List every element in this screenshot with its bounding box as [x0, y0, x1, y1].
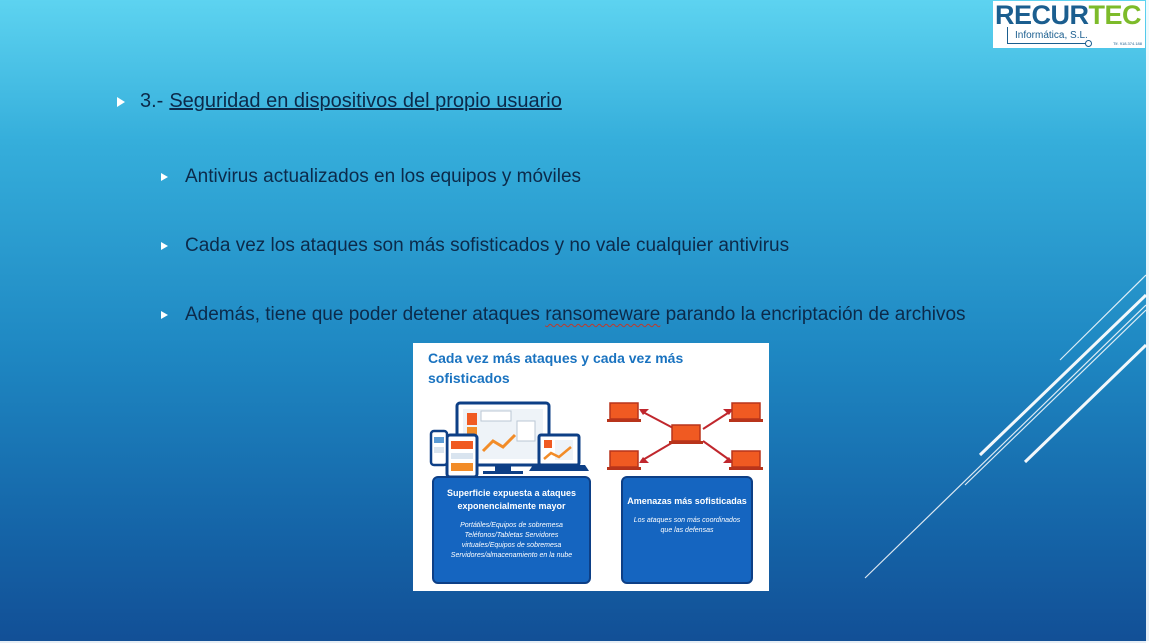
threat-network-icon: [607, 403, 763, 470]
bullet-arrow-icon: [161, 311, 168, 319]
exposed-surface-box: [432, 476, 591, 584]
infographic-image: [413, 343, 769, 591]
logo-wordmark: [995, 1, 1141, 29]
infographic-title: Cada vez más ataques y cada vez más sofisticados: [428, 350, 684, 386]
sophisticated-threats-box: [621, 476, 753, 584]
heading-number: 3.-: [140, 90, 164, 112]
bullet-item-1: [161, 166, 581, 188]
heading-text: Seguridad en dispositivos del propio usuario: [169, 90, 562, 112]
item3-after: parando la encriptación de archivos: [660, 304, 966, 325]
exposed-surface-items: Portátiles/Equipos de sobremesa Teléfonos/Tabletas Servidores virtuales/Equipos de sobremesa Servidores/almacenamiento en la nube: [450, 522, 573, 559]
devices-icon: [431, 403, 589, 477]
bullet-item-1-text: Antivirus actualizados en los equipos y móviles: [185, 166, 582, 187]
logo-circuit-dot: [1085, 40, 1092, 47]
bullet-arrow-icon: [161, 173, 168, 181]
logo-word-recur: RECUR: [995, 1, 1089, 30]
item3-ransomware-word: ransomeware: [545, 304, 661, 325]
bullet-item-3: [161, 304, 966, 326]
exposed-surface-title: Superficie expuesta a ataques exponencialmente mayor: [446, 488, 577, 511]
sophisticated-threats-text: Los ataques son más coordinados que las defensas: [633, 517, 741, 534]
logo-subtitle: Informática, S.L.: [1015, 30, 1088, 41]
bullet-item-3-text: [185, 304, 966, 326]
sophisticated-threats-title: Amenazas más sofisticadas: [627, 496, 747, 506]
bullet-arrow-icon: [117, 97, 125, 107]
bullet-item-2: [161, 235, 789, 257]
company-logo: [993, 1, 1145, 48]
logo-phone: Tlf. 918.374.188: [1113, 41, 1142, 46]
bullet-arrow-icon: [161, 242, 168, 250]
bullet-heading: [117, 90, 562, 113]
item3-before: Además, tiene que poder detener ataques: [185, 304, 546, 325]
bullet-item-2-text: Cada vez los ataques son más sofisticados y no vale cualquier antivirus: [185, 235, 790, 256]
logo-word-tec: TEC: [1088, 1, 1142, 30]
